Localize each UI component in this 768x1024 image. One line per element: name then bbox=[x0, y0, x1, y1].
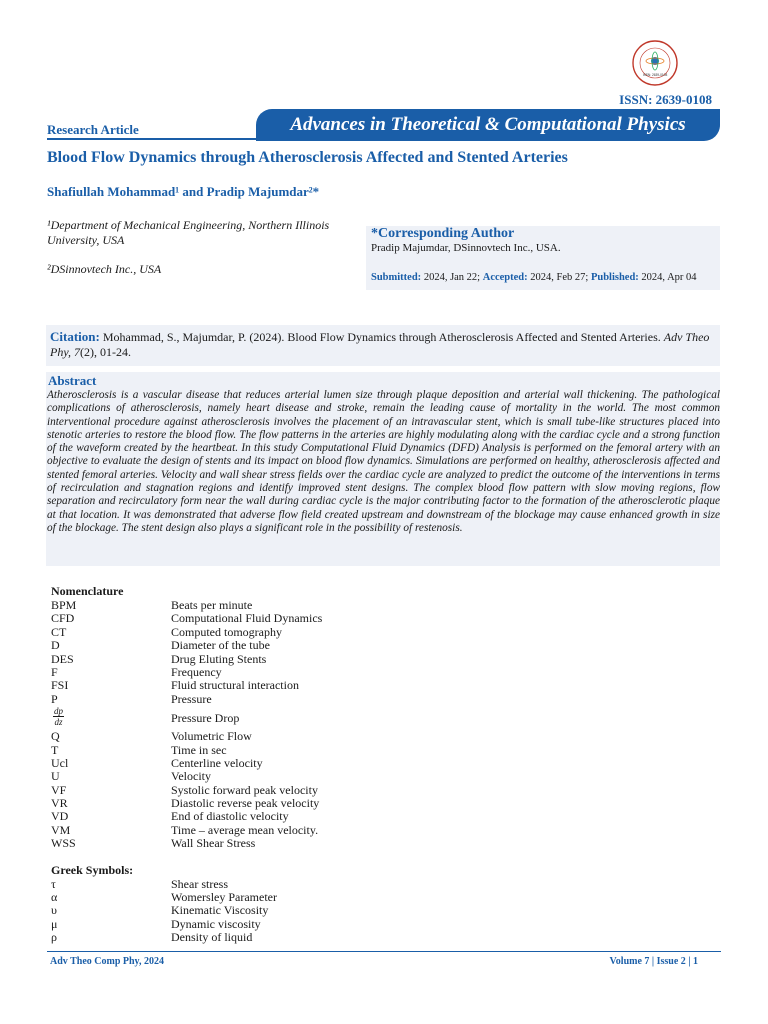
nomenclature-description: Beats per minute bbox=[171, 598, 253, 612]
logo-issn-text: ISSN: 2639-0108 bbox=[642, 73, 668, 77]
greek-symbol-description: Density of liquid bbox=[171, 930, 253, 945]
greek-symbol-symbol: τ bbox=[51, 876, 56, 891]
nomenclature-description: Systolic forward peak velocity bbox=[171, 782, 318, 797]
nomenclature-section bbox=[51, 584, 391, 945]
nomenclature-symbol: CT bbox=[51, 624, 67, 639]
greek-symbol-symbol: ρ bbox=[51, 930, 57, 945]
nomenclature-description: Diameter of the tube bbox=[171, 638, 270, 653]
citation-text bbox=[50, 329, 718, 360]
authors: Shafiullah Mohammad¹ and Pradip Majumdar²* bbox=[47, 184, 320, 199]
nomenclature-description: Pressure bbox=[171, 691, 212, 706]
nomenclature-symbol: VR bbox=[51, 796, 68, 811]
nomenclature-row bbox=[51, 653, 391, 666]
paper-title: Blood Flow Dynamics through Atherosclerosis Affected and Stented Arteries bbox=[47, 149, 568, 166]
corresponding-heading: *Corresponding Author bbox=[371, 226, 515, 241]
nomenclature-symbol: U bbox=[51, 769, 60, 784]
nomenclature-row bbox=[51, 744, 391, 757]
published-label: Published: bbox=[590, 272, 639, 283]
nomenclature-row bbox=[51, 693, 391, 706]
citation-volume: 7 bbox=[74, 345, 80, 359]
abstract-box bbox=[46, 372, 720, 566]
citation-box bbox=[46, 325, 720, 366]
accepted-date: 2024, Feb 27; bbox=[530, 272, 589, 283]
journal-banner bbox=[256, 109, 720, 141]
greek-symbol-description: Shear stress bbox=[171, 876, 228, 891]
nomenclature-row bbox=[51, 810, 391, 823]
greek-symbol-description: Womersley Parameter bbox=[171, 890, 277, 905]
nomenclature-symbol: VD bbox=[51, 809, 69, 824]
nomenclature-description: Wall Shear Stress bbox=[171, 836, 256, 851]
nomenclature-description: Drug Eluting Stents bbox=[171, 651, 267, 666]
issn: ISSN: 2639-0108 bbox=[619, 92, 712, 107]
greek-symbol-row bbox=[51, 904, 391, 917]
nomenclature-symbol-denominator: dz bbox=[54, 717, 63, 728]
greek-symbol-description: Kinematic Viscosity bbox=[171, 903, 269, 918]
nomenclature-symbol: D bbox=[51, 638, 60, 653]
nomenclature-row bbox=[51, 626, 391, 639]
greek-symbol-row bbox=[51, 878, 391, 891]
corresponding-name: Pradip Majumdar, DSinnovtech Inc., USA. bbox=[371, 242, 561, 254]
nomenclature-description: Time in sec bbox=[171, 742, 227, 757]
nomenclature-symbol: CFD bbox=[51, 611, 75, 626]
journal-name: Advances in Theoretical & Computational Physics bbox=[290, 114, 686, 135]
nomenclature-row bbox=[51, 824, 391, 837]
citation-journal: Adv Theo Phy, bbox=[50, 330, 710, 359]
abstract-text: Atherosclerosis is a vascular disease that reduces arterial lumen size through plaque deposition and arterial wall thickening. The pathological complications of atherosclerosis, namely heart disease and stroke, remain the leading cause of mortality in the world. The most common interventional procedure against atherosclerosis involves the placement of an intravascular stent, which is small tube-like structures placed into stenotic arteries to restore the blood flow. The flow patterns in the arteries are highly modulating along with the cardiac cycle and a strong function of the waveform created by the heartbeat. In this study Computational Fluid Dynamics (DFD) Analysis is performed on the femoral artery with an objective to evaluate the design of stents and its impact on blood flow dynamics. Simulations are performed on healthy, atherosclerosis affected and stented femoral arteries. Velocity and wall shear stress fields over the cardiac cycle are analyzed to predict the outcome of the interventions in terms of recirculation and stagnation regions and identify improved stent designs. The complex blood flow pattern with slow moving regions, flow separation and recirculatory form near the wall during cardiac cycle is the major contributing factor to the formation of the atherosclerotic plaque at that location. It was demonstrated that adverse flow field created upstream and downstream of the blockage may cause enhanced growth in size of the blockage. The stent design also plays a significant role in the possibility of restenosis. bbox=[47, 389, 720, 534]
nomenclature-description: Frequency bbox=[171, 664, 222, 679]
affiliation-1: ¹Department of Mechanical Engineering, Northern Illinois University, USA bbox=[47, 218, 330, 247]
nomenclature-row bbox=[51, 706, 391, 730]
nomenclature-symbol: WSS bbox=[51, 836, 76, 851]
nomenclature-symbol bbox=[53, 706, 64, 727]
nomenclature-row bbox=[51, 639, 391, 652]
nomenclature-description: End of diastolic velocity bbox=[171, 809, 289, 824]
greek-symbol-symbol: υ bbox=[51, 903, 57, 918]
citation-issue: (2), 01-24. bbox=[80, 345, 131, 359]
greek-symbols-list bbox=[51, 878, 391, 945]
dates-line bbox=[371, 272, 697, 283]
nomenclature-row bbox=[51, 679, 391, 692]
nomenclature-symbol: FSI bbox=[51, 678, 69, 693]
article-type: Research Article bbox=[47, 122, 139, 137]
nomenclature-description: Time – average mean velocity. bbox=[171, 822, 319, 837]
footer-journal: Adv Theo Comp Phy, 2024 bbox=[50, 956, 165, 967]
greek-symbol-row bbox=[51, 931, 391, 944]
nomenclature-heading: Nomenclature bbox=[51, 584, 124, 598]
citation-body: Mohammad, S., Majumdar, P. (2024). Blood Flow Dynamics through Atherosclerosis Affected and Stented Arteries. bbox=[102, 330, 661, 344]
footer-volume: Volume 7 | Issue 2 | 1 bbox=[609, 956, 698, 967]
nomenclature-row bbox=[51, 612, 391, 625]
nomenclature-row bbox=[51, 837, 391, 850]
submitted-date: 2024, Jan 22; bbox=[423, 272, 481, 283]
nomenclature-row bbox=[51, 797, 391, 810]
nomenclature-symbol: Ucl bbox=[51, 755, 69, 770]
nomenclature-row bbox=[51, 599, 391, 612]
affiliation-2: ²DSinnovtech Inc., USA bbox=[47, 262, 162, 276]
abstract-heading: Abstract bbox=[48, 373, 97, 388]
nomenclature-description: Centerline velocity bbox=[171, 755, 263, 770]
nomenclature-symbol: P bbox=[51, 691, 58, 706]
nomenclature-description: Computed tomography bbox=[171, 624, 282, 639]
nomenclature-row bbox=[51, 784, 391, 797]
nomenclature-description: Diastolic reverse peak velocity bbox=[171, 796, 320, 811]
corresponding-author-box bbox=[366, 226, 720, 290]
nomenclature-symbol: F bbox=[51, 664, 58, 679]
nomenclature-symbol: T bbox=[51, 742, 59, 757]
journal-seal-icon bbox=[632, 40, 678, 86]
greek-symbol-row bbox=[51, 891, 391, 904]
nomenclature-description: Velocity bbox=[171, 769, 211, 784]
greek-symbol-symbol: α bbox=[51, 890, 58, 905]
nomenclature-symbol: VM bbox=[51, 822, 71, 837]
nomenclature-symbol: Q bbox=[51, 729, 60, 744]
published-date: 2024, Apr 04 bbox=[641, 272, 697, 283]
accepted-label: Accepted: bbox=[482, 272, 528, 283]
greek-symbol-description: Dynamic viscosity bbox=[171, 916, 261, 931]
greek-symbol-symbol: μ bbox=[51, 916, 58, 931]
nomenclature-row bbox=[51, 666, 391, 679]
nomenclature-row bbox=[51, 770, 391, 783]
nomenclature-list bbox=[51, 599, 391, 851]
nomenclature-description: Fluid structural interaction bbox=[171, 678, 299, 693]
nomenclature-symbol: DES bbox=[51, 651, 74, 666]
nomenclature-row bbox=[51, 757, 391, 770]
nomenclature-description: Pressure Drop bbox=[171, 711, 240, 726]
footer-rule bbox=[47, 951, 721, 952]
nomenclature-symbol: BPM bbox=[51, 598, 77, 612]
submitted-label: Submitted: bbox=[371, 272, 422, 283]
nomenclature-description: Volumetric Flow bbox=[171, 729, 252, 744]
header-rule bbox=[47, 138, 262, 140]
nomenclature-symbol-numerator: dp bbox=[54, 706, 63, 717]
greek-symbols-heading: Greek Symbols: bbox=[51, 862, 134, 877]
nomenclature-description: Computational Fluid Dynamics bbox=[171, 611, 323, 626]
citation-label: Citation: bbox=[50, 329, 100, 344]
nomenclature-row bbox=[51, 730, 391, 743]
greek-symbol-row bbox=[51, 918, 391, 931]
nomenclature-symbol: VF bbox=[51, 782, 67, 797]
